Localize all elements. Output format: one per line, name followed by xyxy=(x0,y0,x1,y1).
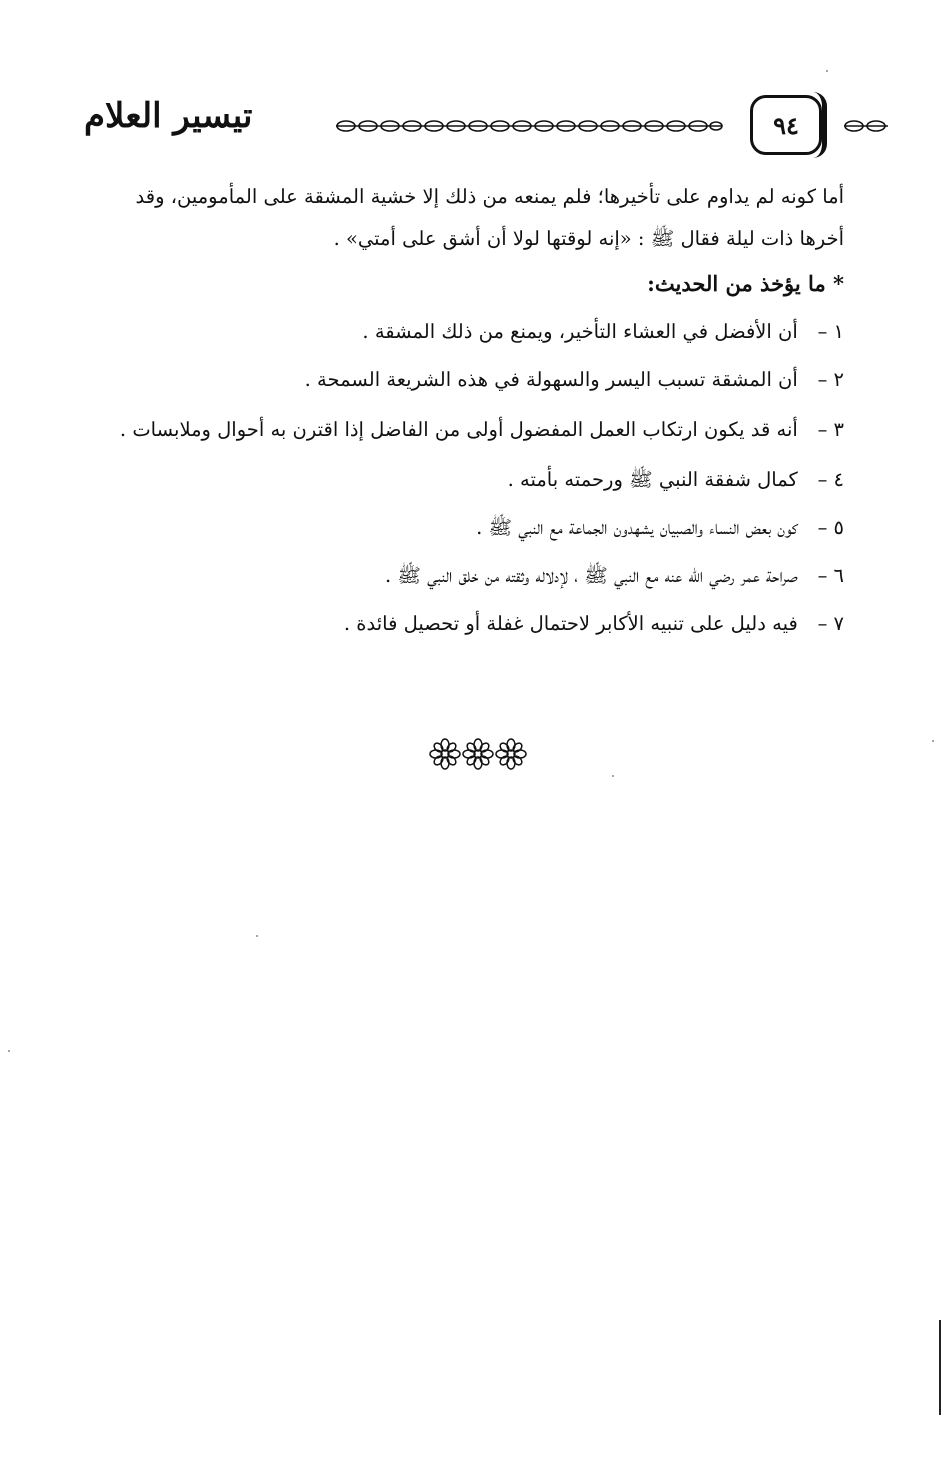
section-heading: * ما يؤخذ من الحديث: xyxy=(647,271,844,296)
item-number: ١ – xyxy=(817,320,844,343)
page-number: ٩٤ xyxy=(773,110,799,140)
item-text: صراحة عمر رضي الله عنه مع النبي ﷺ ، لإدلاله وثقته من خلق النبي ﷺ . xyxy=(384,564,798,587)
page-number-box xyxy=(750,95,822,155)
list-item xyxy=(82,504,844,552)
item-number: ٦ – xyxy=(817,564,844,587)
scan-speck xyxy=(8,1050,10,1052)
item-text: فيه دليل على تنبيه الأكابر لاحتمال غفلة أو تحصيل فائدة . xyxy=(343,612,798,635)
list-item xyxy=(82,552,844,600)
list-item xyxy=(82,600,844,648)
scan-speck xyxy=(256,935,258,937)
item-text: أن الأفضل في العشاء التأخير، ويمنع من ذلك المشقة . xyxy=(362,320,798,343)
item-number: ٢ – xyxy=(817,368,844,391)
scan-speck xyxy=(932,740,934,742)
page-body xyxy=(82,176,844,648)
book-title: تيسير العلام xyxy=(84,96,253,136)
list-item xyxy=(82,356,844,404)
chain-ornament-left xyxy=(334,116,724,136)
chain-ornament-right xyxy=(842,116,892,136)
list-item xyxy=(82,456,844,504)
item-text: كمال شفقة النبي ﷺ ورحمته بأمته . xyxy=(507,468,798,491)
item-text: أنه قد يكون ارتكاب العمل المفضول أولى من الفاضل إذا اقترن به أحوال وملابسات . xyxy=(119,418,798,441)
intro-line-2: أخرها ذات ليلة فقال ﷺ : «إنه لوقتها لولا أن أشق على أمتي» . xyxy=(333,227,844,250)
item-number: ٥ – xyxy=(817,516,844,539)
benefits-list xyxy=(82,308,844,648)
item-text: أن المشقة تسبب اليسر والسهولة في هذه الشريعة السمحة . xyxy=(304,368,798,391)
intro-line-1: أما كونه لم يداوم على تأخيرها؛ فلم يمنعه من ذلك إلا خشية المشقة على المأمومين، وقد xyxy=(135,185,844,208)
item-number: ٤ – xyxy=(817,468,844,491)
scan-speck xyxy=(826,70,828,72)
item-text: كون بعض النساء والصبيان يشهدون الجماعة مع النبي ﷺ . xyxy=(476,516,798,539)
scan-edge-line xyxy=(939,1320,941,1415)
end-ornament-flowers-icon xyxy=(428,737,528,771)
item-number: ٣ – xyxy=(817,418,844,441)
scan-speck xyxy=(612,775,614,777)
list-item xyxy=(82,404,844,456)
list-item xyxy=(82,308,844,356)
page-header xyxy=(0,0,944,160)
item-number: ٧ – xyxy=(817,612,844,635)
